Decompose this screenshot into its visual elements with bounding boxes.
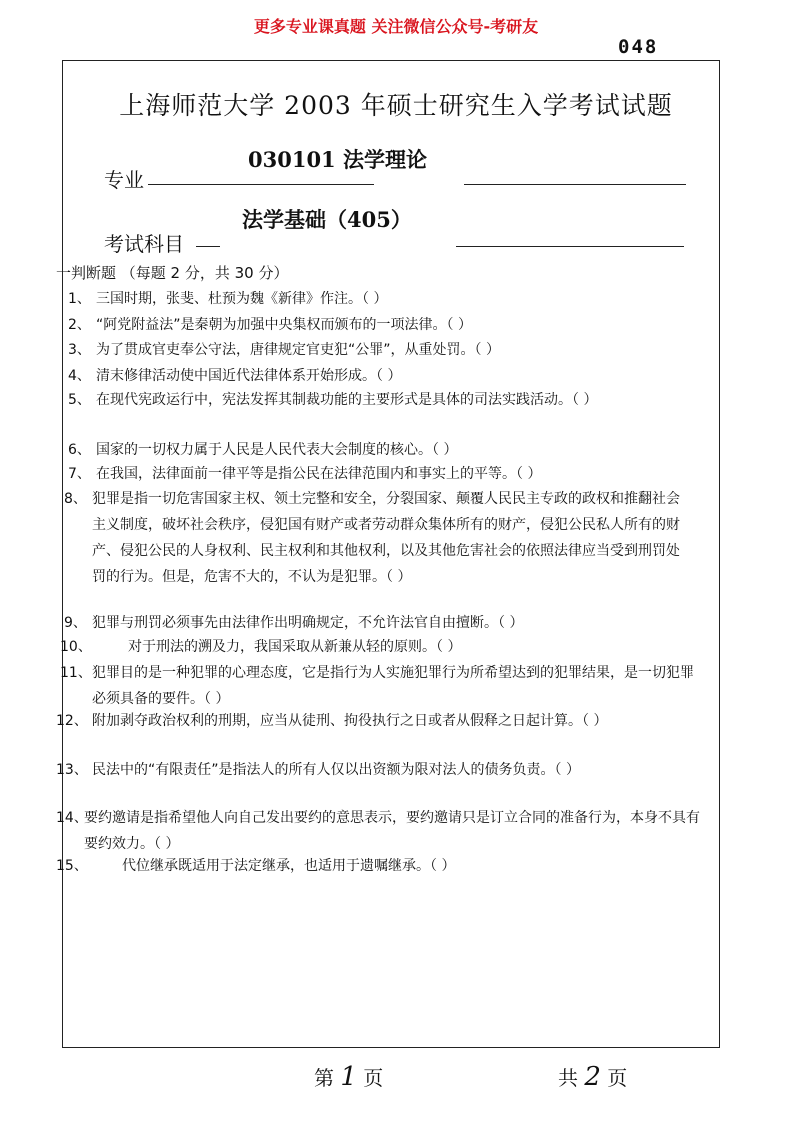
question-text: 三国时期，张斐、杜预为魏《新律》作注。（ ） [96, 291, 388, 307]
page-indicator [314, 1062, 383, 1092]
question-text: “阿党附益法”是秦朝为加强中央集权而颁布的一项法律。（ ） [96, 317, 472, 333]
question-text: 民法中的“有限责任”是指法人的所有人仅以出资额为限对法人的债务负责。（ ） [92, 762, 580, 778]
question-text: 要约邀请是指希望他人向自己发出要约的意思表示，要约邀请只是订立合同的准备行为，本身不具有要约效力。（ ） [84, 810, 700, 852]
question-number: 10、 [60, 639, 92, 655]
page-label-post: 页 [363, 1066, 384, 1090]
question-number: 5、 [68, 392, 91, 408]
total-label-post: 页 [607, 1066, 628, 1090]
question-number: 11、 [60, 665, 92, 681]
subject-underline [196, 246, 220, 247]
question-number: 9、 [64, 615, 87, 631]
question-number: 3、 [68, 342, 91, 358]
question-text: 清末修律活动使中国近代法律体系开始形成。（ ） [96, 368, 402, 384]
subject-blank-line [456, 246, 684, 247]
major-underline [148, 184, 374, 185]
major-blank-line [464, 184, 686, 185]
subject-label: 考试科目 [104, 232, 184, 256]
question-number: 12、 [56, 713, 88, 729]
question-number: 15、 [56, 858, 88, 874]
section-heading [56, 262, 289, 283]
question-item [56, 757, 706, 783]
total-pages: 2 [584, 1062, 601, 1092]
question-text: 代位继承既适用于法定继承，也适用于遗嘱继承。（ ） [122, 858, 456, 874]
question-item [68, 437, 668, 463]
section-number: 一 [56, 264, 72, 282]
question-number: 6、 [68, 442, 91, 458]
question-text: 国家的一切权力属于人民是人民代表大会制度的核心。（ ） [96, 442, 458, 458]
total-label-pre: 共 [558, 1066, 578, 1090]
major-label: 专业 [104, 168, 144, 192]
question-number: 13、 [56, 762, 88, 778]
question-text: 为了贯成官吏奉公守法，唐律规定官吏犯“公罪”，从重处罚。（ ） [96, 342, 500, 358]
question-number: 4、 [68, 368, 91, 384]
subject-value: 法学基础（405） [242, 207, 412, 232]
question-item [64, 486, 686, 590]
page-code: 048 [618, 36, 659, 58]
question-number: 1、 [68, 291, 91, 307]
question-item [68, 337, 668, 363]
major-value: 030101 法学理论 [248, 147, 427, 172]
question-item [68, 312, 668, 338]
page-label-pre: 第 [314, 1066, 334, 1090]
question-text: 在现代宪政运行中，宪法发挥其制裁功能的主要形式是具体的司法实践活动。（ ） [96, 392, 598, 408]
question-item [56, 853, 616, 879]
question-item [60, 660, 704, 712]
question-item [60, 634, 620, 660]
question-item [56, 708, 706, 734]
question-item [56, 805, 712, 857]
question-number: 8、 [64, 491, 87, 507]
exam-title: 上海师范大学 2003 年硕士研究生入学考试试题 [119, 91, 673, 120]
question-number: 7、 [68, 466, 91, 482]
question-item [68, 387, 686, 413]
question-text: 在我国，法律面前一律平等是指公民在法律范围内和事实上的平等。（ ） [96, 466, 542, 482]
page-number: 1 [340, 1062, 357, 1092]
question-text: 犯罪目的是一种犯罪的心理态度，它是指行为人实施犯罪行为所希望达到的犯罪结果，是一切犯罪必须具备的要件。（ ） [92, 665, 694, 707]
question-text: 犯罪与刑罚必须事先由法律作出明确规定，不允许法官自由擅断。（ ） [92, 615, 524, 631]
section-title: 判断题 （每题 2 分，共 30 分） [71, 264, 289, 282]
question-item [68, 286, 668, 312]
question-text: 犯罪是指一切危害国家主权、领土完整和安全，分裂国家、颠覆人民民主专政的政权和推翻社会主义制度，破坏社会秩序，侵犯国有财产或者劳动群众集体所有的财产，侵犯公民私人所有的财产、侵犯公民的人身权利、民主权利和其他权利，以及其他危害社会的依照法律应当受到刑罚处罚的行为。但是，危害不大的，不认为是犯罪。（ ） [92, 491, 680, 585]
total-pages-indicator [558, 1062, 627, 1092]
question-item [68, 461, 668, 487]
question-text: 对于刑法的溯及力，我国采取从新兼从轻的原则。（ ） [128, 639, 462, 655]
question-text: 附加剥夺政治权利的刑期，应当从徒刑、拘役执行之日或者从假释之日起计算。（ ） [92, 713, 608, 729]
question-number: 2、 [68, 317, 91, 333]
question-item [64, 610, 664, 636]
promo-banner: 更多专业课真题 关注微信公众号-考研友 [253, 17, 539, 36]
question-number: 14、 [56, 810, 88, 826]
question-item [68, 363, 668, 389]
